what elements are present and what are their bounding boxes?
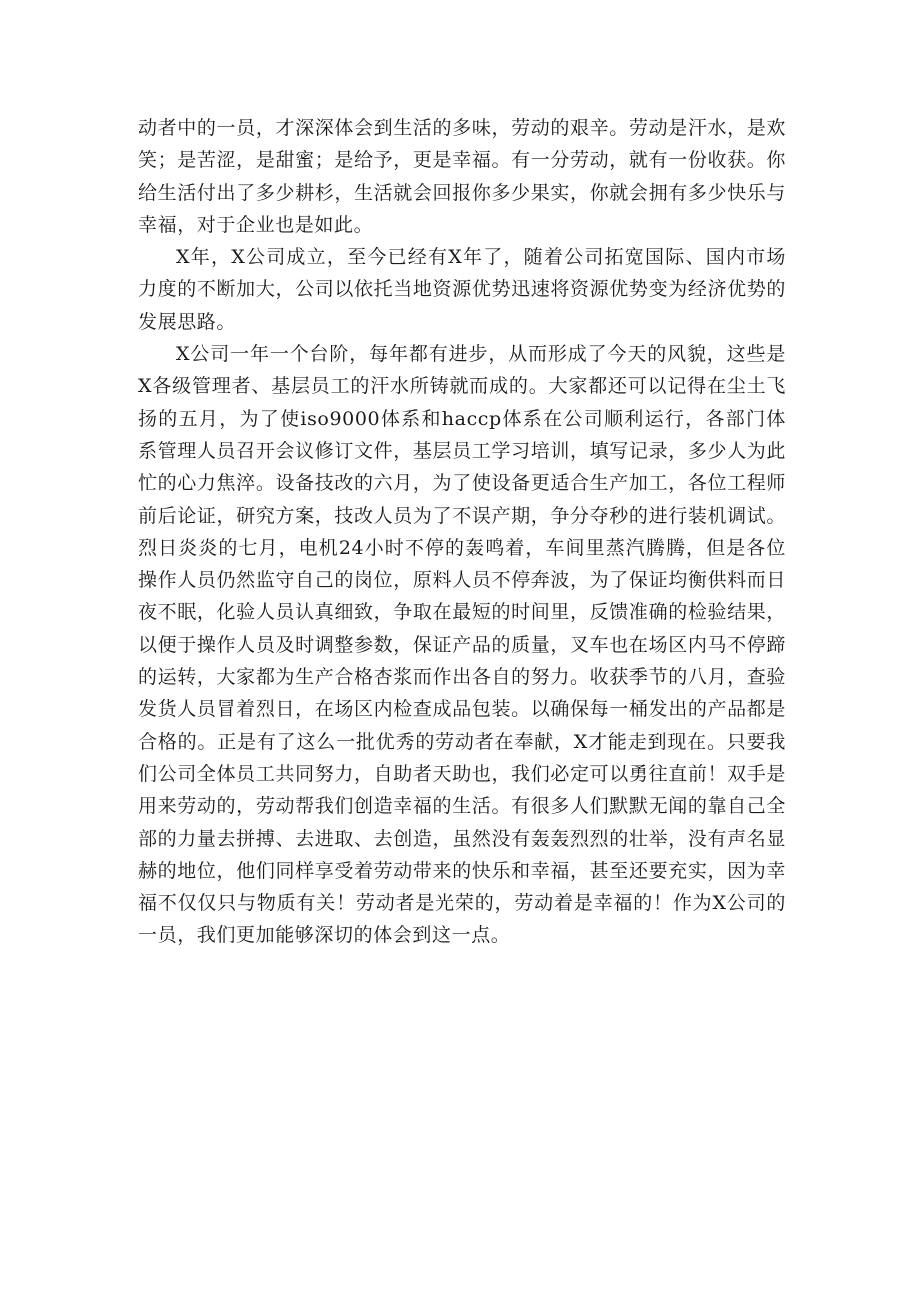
document-body bbox=[138, 112, 786, 952]
paragraph-company-progress: X公司一年一个台阶，每年都有进步，从而形成了今天的风貌，这些是X各级管理者、基层员工的汗水所铸就而成的。大家都还可以记得在尘土飞扬的五月，为了使iso9000体系和haccp体系在公司顺利运行，各部门体系管理人员召开会议修订文件，基层员工学习培训，填写记录，多少人为此忙的心力焦淬。设备技改的六月，为了使设备更适合生产加工，各位工程师前后论证，研究方案，技改人员为了不误产期，争分夺秒的进行装机调试。烈日炎炎的七月，电机24小时不停的轰鸣着，车间里蒸汽腾腾，但是各位操作人员仍然监守自己的岗位，原料人员不停奔波，为了保证均衡供料而日夜不眠，化验人员认真细致，争取在最短的时间里，反馈准确的检验结果，以便于操作人员及时调整参数，保证产品的质量，叉车也在场区内马不停蹄的运转，大家都为生产合格杏浆而作出各自的努力。收获季节的八月，查验发货人员冒着烈日，在场区内检查成品包装。以确保每一桶发出的产品都是合格的。正是有了这么一批优秀的劳动者在奉献，X才能走到现在。只要我们公司全体员工共同努力，自助者天助也，我们必定可以勇往直前！双手是用来劳动的，劳动帮我们创造幸福的生活。有很多人们默默无闻的靠自己全部的力量去拼搏、去进取、去创造，虽然没有轰轰烈烈的壮举，没有声名显赫的地位，他们同样享受着劳动带来的快乐和幸福，甚至还要充实，因为幸福不仅仅只与物质有关！劳动者是光荣的，劳动着是幸福的！作为X公司的一员，我们更加能够深切的体会到这一点。 bbox=[138, 343, 786, 947]
paragraph-continuation: 动者中的一员，才深深体会到生活的多味，劳动的艰辛。劳动是汗水，是欢笑；是苦涩，是甜蜜；是给予，更是幸福。有一分劳动，就有一份收获。你给生活付出了多少耕杉，生活就会回报你多少果实，你就会拥有多少快乐与幸福，对于企业也是如此。 bbox=[138, 117, 786, 236]
paragraph-company-founding: X年，X公司成立，至今已经有X年了，随着公司拓宽国际、国内市场力度的不断加大，公司以依托当地资源优势迅速将资源优势变为经济优势的发展思路。 bbox=[138, 246, 786, 333]
